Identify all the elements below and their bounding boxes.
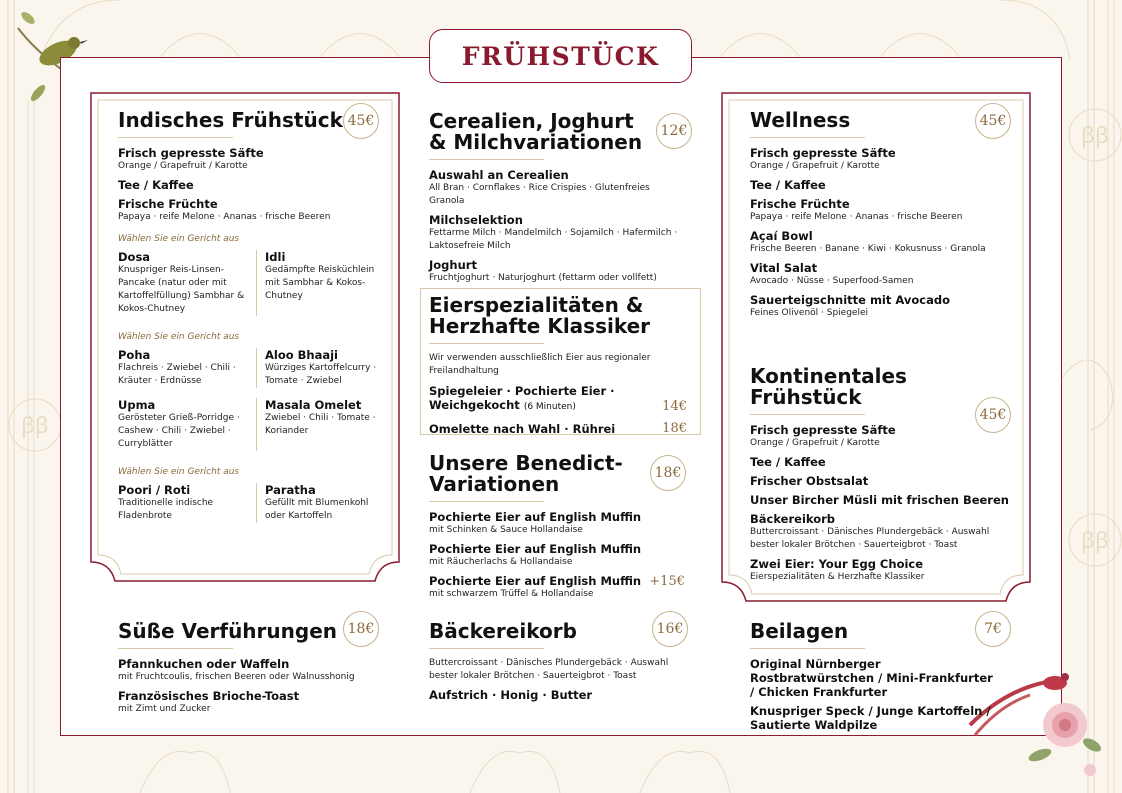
choose-label: Wählen Sie ein Gericht aus [118, 234, 240, 244]
item-name: Joghurt [429, 258, 477, 272]
section-sweet [118, 621, 378, 721]
section-title: Süße Verführungen [118, 619, 338, 643]
item-name: Tee / Kaffee [750, 178, 826, 192]
item-name: Upma [118, 398, 156, 412]
item-desc: Buttercroissant · Dänisches Plundergebäck · Auswahl bester lokaler Brötchen · Sauerteigbrot · Toast [429, 658, 669, 681]
item-desc: Würziges Kartoffelcurry · Tomate · Zwiebel [265, 363, 377, 386]
item-name: Französisches Brioche-Toast [118, 689, 300, 703]
item-desc: Buttercroissant · Dänisches Plundergebäck · Auswahl bester lokaler Brötchen · Sauerteigbrot · Toast [750, 527, 990, 550]
item-desc: Orange / Grapefruit / Karotte [750, 438, 880, 448]
item-name: Paratha [265, 483, 316, 497]
item-desc: mit Fruchtcoulis, frischen Beeren oder Walnusshonig [118, 672, 355, 682]
section-title: Cerealien, Joghurt & Milchvariationen [429, 109, 643, 154]
item-name: Spiegeleier · Pochierte Eier · Weichgekocht [429, 384, 615, 412]
item-desc: Papaya · reife Melone · Ananas · frische Beeren [118, 212, 331, 222]
svg-text:ꞵꞵ: ꞵꞵ [21, 414, 49, 439]
section-sides [750, 621, 1000, 737]
item-desc: Papaya · reife Melone · Ananas · frische Beeren [750, 212, 963, 222]
item-desc: Fruchtjoghurt · Naturjoghurt (fettarm oder vollfett) [429, 273, 657, 283]
item-name: Frische Früchte [118, 197, 218, 211]
section-title: Beilagen [750, 619, 849, 643]
item-name: Frischer Obstsalat [750, 474, 869, 488]
item-name: Pochierte Eier auf English Muffin [429, 510, 642, 524]
section-title: Eierspezialitäten & Herzhafte Klassiker [429, 293, 651, 338]
item-name: Auswahl an Cerealien [429, 168, 569, 182]
item-name: Aloo Bhaaji [265, 348, 339, 362]
item-name: Aufstrich · Honig · Butter [429, 688, 593, 702]
section-wellness [750, 110, 1015, 325]
item-name: Masala Omelet [265, 398, 362, 412]
item-price: 18€ [662, 421, 687, 436]
item-desc: Zwiebel · Chili · Tomate · Koriander [265, 413, 376, 436]
item-desc: mit Räucherlachs & Hollandaise [429, 557, 573, 567]
item-name: Pochierte Eier auf English Muffin [429, 542, 642, 556]
item-name: Unser Bircher Müsli mit frischen Beeren [750, 493, 1009, 507]
item-name: Frisch gepresste Säfte [118, 146, 264, 160]
page-title: FRÜHSTÜCK [461, 41, 660, 71]
item-name: Omelette nach Wahl · Rührei [429, 421, 616, 436]
section-title: Unsere Benedict-Variationen [429, 451, 623, 496]
item-name: Dosa [118, 250, 151, 264]
price-badge: 18€ [343, 611, 379, 647]
item-desc: Avocado · Nüsse · Superfood-Samen [750, 276, 914, 286]
item-desc: Gerösteter Grieß-Porridge · Cashew · Chili · Zwiebel · Curryblätter [118, 413, 240, 449]
price-badge: 16€ [652, 611, 688, 647]
item-name: Frisch gepresste Säfte [750, 423, 896, 437]
price-badge: 45€ [975, 103, 1011, 139]
item-desc: Orange / Grapefruit / Karotte [750, 161, 880, 171]
section-title: Indisches Frühstück [118, 108, 343, 132]
choose-label: Wählen Sie ein Gericht aus [118, 467, 240, 477]
item-name: Açaí Bowl [750, 229, 813, 243]
price-badge: 18€ [650, 455, 686, 491]
section-title: Bäckereikorb [429, 619, 577, 643]
item-name: Poha [118, 348, 151, 362]
item-desc: Orange / Grapefruit / Karotte [118, 161, 248, 171]
item-desc: All Bran · Cornflakes · Rice Crispies · Glutenfreies Granola [429, 183, 650, 206]
item-desc: Gedämpfte Reisküchlein mit Sambhar & Kokos-Chutney [265, 265, 375, 301]
section-continental [750, 366, 1012, 589]
item-name: Frisch gepresste Säfte [750, 146, 896, 160]
item-name: Idli [265, 250, 286, 264]
item-name: Frische Früchte [750, 197, 850, 211]
price-badge: 12€ [656, 113, 692, 149]
section-indian [118, 110, 383, 523]
item-name: Pfannkuchen oder Waffeln [118, 657, 290, 671]
item-name: Sauerteigschnitte mit Avocado [750, 293, 950, 307]
svg-text:ꞵꞵ: ꞵꞵ [1081, 529, 1109, 554]
item-name: Tee / Kaffee [118, 178, 194, 192]
item-price: 14€ [662, 399, 687, 414]
item-desc: Eierspezialitäten & Herzhafte Klassiker [750, 572, 925, 582]
item-desc: Frische Beeren · Banane · Kiwi · Kokusnuss · Granola [750, 244, 986, 254]
item-name: Knuspriger Speck / Junge Kartoffeln / Sautierte Waldpilze [750, 704, 991, 732]
price-badge: 7€ [975, 611, 1011, 647]
item-desc: mit schwarzem Trüffel & Hollandaise [429, 589, 594, 599]
price-badge: 45€ [975, 397, 1011, 433]
item-desc: Feines Olivenöl · Spiegelei [750, 308, 869, 318]
page-title-box [429, 29, 692, 83]
item-desc: Fettarme Milch · Mandelmilch · Sojamilch · Hafermilch · Laktosefreie Milch [429, 228, 678, 251]
item-name: Vital Salat [750, 261, 818, 275]
item-extra: (6 Minuten) [523, 402, 576, 412]
item-name: Original Nürnberger Rostbratwürstchen / Mini-Frankfurter / Chicken Frankfurter [750, 657, 993, 699]
section-title: Kontinentales Frühstück [750, 364, 907, 409]
item-desc: mit Schinken & Sauce Hollandaise [429, 525, 583, 535]
item-name: Bäckereikorb [750, 512, 836, 526]
item-price: +15€ [649, 574, 685, 589]
section-bakery [429, 621, 689, 707]
item-desc: Flachreis · Zwiebel · Chili · Kräuter · Erdnüsse [118, 363, 236, 386]
item-name: Zwei Eier: Your Egg Choice [750, 557, 924, 571]
item-desc: Traditionelle indische Fladenbrote [118, 498, 214, 521]
item-desc: mit Zimt und Zucker [118, 704, 211, 714]
svg-text:ꞵꞵ: ꞵꞵ [1081, 124, 1109, 149]
section-cereal [429, 111, 679, 290]
item-desc: Gefüllt mit Blumenkohl oder Kartoffeln [265, 498, 369, 521]
eggs-note: Wir verwenden ausschließlich Eier aus regionaler Freilandhaltung [429, 353, 651, 376]
item-name: Pochierte Eier auf English Muffin [429, 574, 642, 588]
section-eggs [429, 295, 687, 436]
item-desc: Knuspriger Reis-Linsen-Pancake (natur oder mit Kartoffelfüllung) Sambhar & Kokos-Chutney [118, 265, 245, 314]
item-name: Milchselektion [429, 213, 523, 227]
item-name: Poori / Roti [118, 483, 191, 497]
section-title: Wellness [750, 108, 851, 132]
price-badge: 45€ [343, 103, 379, 139]
choose-label: Wählen Sie ein Gericht aus [118, 332, 240, 342]
item-name: Tee / Kaffee [750, 455, 826, 469]
